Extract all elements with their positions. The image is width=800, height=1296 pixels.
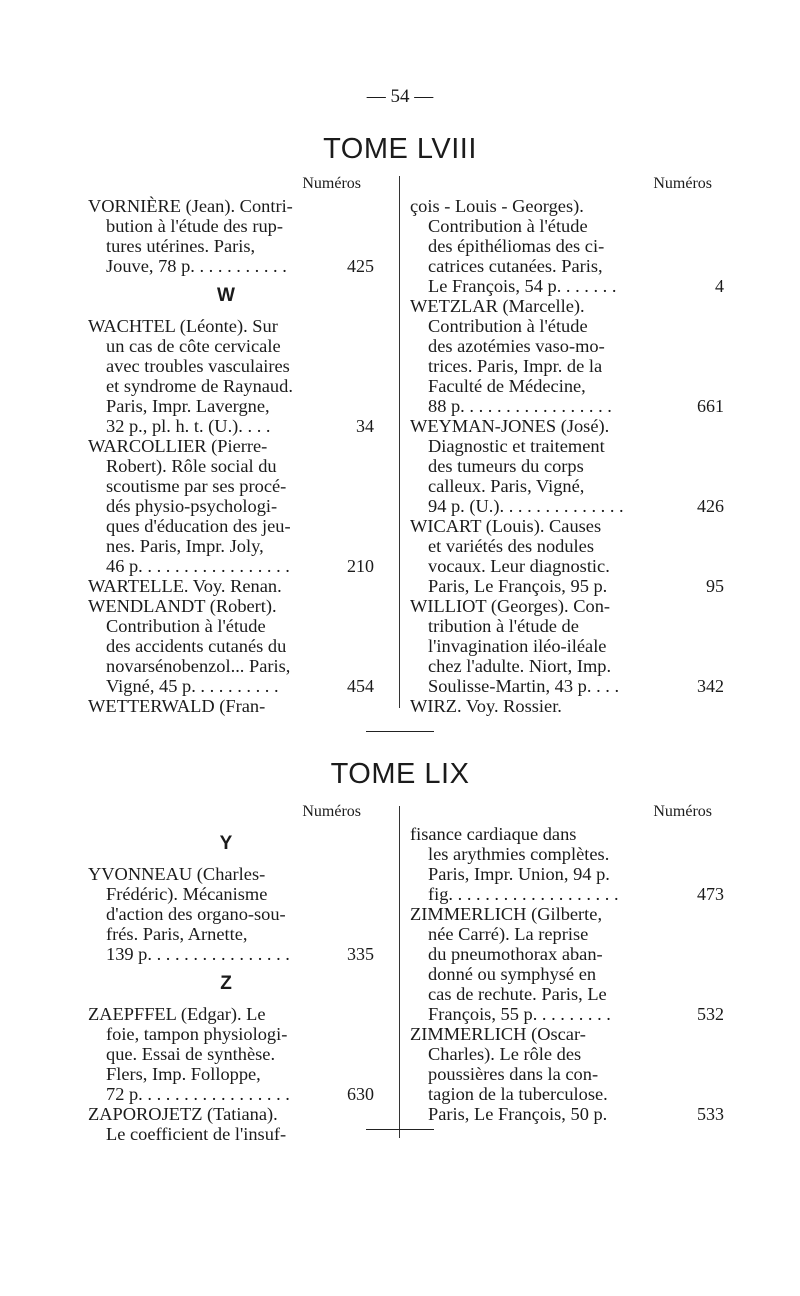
index-entry bbox=[88, 196, 374, 276]
entry-line: Vigné, 45 p. . . . . . . . . . bbox=[106, 676, 279, 696]
index-entry bbox=[410, 416, 724, 516]
entry-line: WARCOLLIER (Pierre- bbox=[88, 436, 268, 456]
entry-number: 4 bbox=[715, 276, 724, 296]
entry-line: WACHTEL (Léonte). Sur bbox=[88, 316, 278, 336]
entry-line: Paris, Impr. Lavergne, bbox=[106, 396, 270, 416]
entry-number: 454 bbox=[347, 676, 374, 696]
entry-line: Soulisse-Martin, 43 p. . . . bbox=[428, 676, 620, 696]
entry-line: WETZLAR (Marcelle). bbox=[410, 296, 585, 316]
entry-number: 661 bbox=[697, 396, 724, 416]
entry-line: et variétés des nodules bbox=[428, 536, 594, 556]
entry-line: YVONNEAU (Charles- bbox=[88, 864, 266, 884]
entry-line: Paris, Le François, 50 p. bbox=[428, 1104, 608, 1124]
entry-line: ZIMMERLICH (Oscar- bbox=[410, 1024, 586, 1044]
entry-line: 94 p. (U.). . . . . . . . . . . . . . bbox=[428, 496, 624, 516]
entry-line: fisance cardiaque dans bbox=[410, 824, 577, 844]
entry-line: WIRZ. Voy. Rossier. bbox=[410, 696, 562, 716]
entry-line: donné ou symphysé en bbox=[428, 964, 597, 984]
entry-number: 532 bbox=[697, 1004, 724, 1024]
section-letter: Z bbox=[220, 973, 232, 994]
entry-line: les arythmies complètes. bbox=[428, 844, 610, 864]
index-entry bbox=[410, 696, 712, 716]
entry-line: tagion de la tuberculose. bbox=[428, 1084, 608, 1104]
tome-title: TOME LIX bbox=[330, 758, 470, 790]
entry-line: 32 p., pl. h. t. (U.). . . . bbox=[106, 416, 271, 436]
index-entry bbox=[410, 824, 724, 904]
entry-line: ques d'éducation des jeu- bbox=[106, 516, 291, 536]
entry-line: Diagnostic et traitement bbox=[428, 436, 605, 456]
entry-line: cas de rechute. Paris, Le bbox=[428, 984, 607, 1004]
index-entry bbox=[88, 596, 374, 696]
entry-line: Contribution à l'étude bbox=[428, 216, 588, 236]
section-letter: Y bbox=[219, 833, 233, 854]
entry-number: 533 bbox=[697, 1104, 724, 1124]
entry-line: Faculté de Médecine, bbox=[428, 376, 586, 396]
horizontal-rule bbox=[366, 731, 434, 732]
entry-line: dés physio-psychologi- bbox=[106, 496, 278, 516]
entry-number: 34 bbox=[356, 416, 374, 436]
entry-line: du pneumothorax aban- bbox=[428, 944, 603, 964]
entry-line: calleux. Paris, Vigné, bbox=[428, 476, 585, 496]
numeros-header: Numéros bbox=[302, 803, 361, 820]
entry-line: ZAEPFFEL (Edgar). Le bbox=[88, 1004, 266, 1024]
page-number: — 54 — bbox=[366, 86, 434, 107]
entry-line: Robert). Rôle social du bbox=[106, 456, 277, 476]
entry-line: frés. Paris, Arnette, bbox=[106, 924, 248, 944]
index-entry bbox=[410, 196, 724, 296]
entry-number: 210 bbox=[347, 556, 374, 576]
entry-line: trices. Paris, Impr. de la bbox=[428, 356, 603, 376]
index-entry bbox=[88, 696, 364, 716]
column-divider bbox=[399, 806, 400, 1138]
entry-line: VORNIÈRE (Jean). Contri- bbox=[88, 196, 293, 216]
entry-line: un cas de côte cervicale bbox=[106, 336, 281, 356]
entry-line: fig. . . . . . . . . . . . . . . . . . . bbox=[428, 884, 619, 904]
section-letter: W bbox=[217, 285, 235, 306]
entry-line: 139 p. . . . . . . . . . . . . . . . bbox=[106, 944, 290, 964]
entry-line: Frédéric). Mécanisme bbox=[106, 884, 268, 904]
entry-line: 88 p. . . . . . . . . . . . . . . . . bbox=[428, 396, 612, 416]
column-divider bbox=[399, 176, 400, 708]
entry-line: avec troubles vasculaires bbox=[106, 356, 290, 376]
index-entry bbox=[410, 516, 724, 596]
index-entry bbox=[88, 316, 374, 436]
entry-line: 46 p. . . . . . . . . . . . . . . . . bbox=[106, 556, 290, 576]
numeros-header: Numéros bbox=[302, 175, 361, 192]
index-entry bbox=[88, 1104, 364, 1144]
entry-line: des accidents cutanés du bbox=[106, 636, 287, 656]
entry-line: Contribution à l'étude bbox=[106, 616, 266, 636]
entry-line: et syndrome de Raynaud. bbox=[106, 376, 293, 396]
entry-number: 95 bbox=[706, 576, 724, 596]
index-entry bbox=[88, 436, 374, 576]
entry-line: WARTELLE. Voy. Renan. bbox=[88, 576, 282, 596]
entry-line: vocaux. Leur diagnostic. bbox=[428, 556, 610, 576]
entry-line: Le François, 54 p. . . . . . . bbox=[428, 276, 617, 296]
entry-number: 473 bbox=[697, 884, 724, 904]
index-entry bbox=[410, 596, 724, 696]
entry-line: Contribution à l'étude bbox=[428, 316, 588, 336]
entry-line: Le coefficient de l'insuf- bbox=[106, 1124, 287, 1144]
entry-line: Flers, Imp. Folloppe, bbox=[106, 1064, 261, 1084]
entry-line: ZAPOROJETZ (Tatiana). bbox=[88, 1104, 278, 1124]
entry-line: François, 55 p. . . . . . . . . bbox=[428, 1004, 611, 1024]
entry-line: WILLIOT (Georges). Con- bbox=[410, 596, 611, 616]
right-column bbox=[410, 800, 724, 1124]
index-entry bbox=[410, 296, 724, 416]
entry-line: WICART (Louis). Causes bbox=[410, 516, 602, 536]
entry-number: 342 bbox=[697, 676, 724, 696]
entry-line: Paris, Impr. Union, 94 p. bbox=[428, 864, 610, 884]
entry-number: 335 bbox=[347, 944, 374, 964]
entry-line: çois - Louis - Georges). bbox=[410, 196, 584, 216]
entry-line: l'invagination iléo-iléale bbox=[428, 636, 607, 656]
entry-line: Charles). Le rôle des bbox=[428, 1044, 582, 1064]
entry-number: 630 bbox=[347, 1084, 374, 1104]
numeros-header: Numéros bbox=[653, 803, 712, 820]
entry-line: chez l'adulte. Niort, Imp. bbox=[428, 656, 612, 676]
entry-line: bution à l'étude des rup- bbox=[106, 216, 283, 236]
index-entry bbox=[410, 1024, 724, 1124]
entry-line: nes. Paris, Impr. Joly, bbox=[106, 536, 264, 556]
index-entry bbox=[410, 904, 724, 1024]
numeros-header: Numéros bbox=[653, 175, 712, 192]
entry-line: tures utérines. Paris, bbox=[106, 236, 256, 256]
right-column bbox=[410, 172, 724, 716]
index-entry bbox=[88, 864, 374, 964]
entry-line: tribution à l'étude de bbox=[428, 616, 579, 636]
entry-line: ZIMMERLICH (Gilberte, bbox=[410, 904, 603, 924]
entry-line: WEYMAN-JONES (José). bbox=[410, 416, 610, 436]
entry-number: 425 bbox=[347, 256, 374, 276]
entry-line: d'action des organo-sou- bbox=[106, 904, 286, 924]
entry-line: poussières dans la con- bbox=[428, 1064, 599, 1084]
tome-title: TOME LVIII bbox=[323, 133, 477, 165]
entry-line: née Carré). La reprise bbox=[428, 924, 589, 944]
entry-line: scoutisme par ses procé- bbox=[106, 476, 287, 496]
entry-line: des azotémies vaso-mo- bbox=[428, 336, 605, 356]
entry-line: des épithéliomas des ci- bbox=[428, 236, 605, 256]
entry-line: foie, tampon physiologi- bbox=[106, 1024, 288, 1044]
entry-line: Paris, Le François, 95 p. bbox=[428, 576, 608, 596]
entry-line: Jouve, 78 p. . . . . . . . . . . bbox=[106, 256, 287, 276]
entry-number: 426 bbox=[697, 496, 724, 516]
index-entry bbox=[88, 576, 364, 596]
index-entry bbox=[88, 1004, 374, 1104]
entry-line: catrices cutanées. Paris, bbox=[428, 256, 603, 276]
left-column bbox=[88, 800, 374, 1144]
entry-line: novarsénobenzol... Paris, bbox=[106, 656, 291, 676]
entry-line: WENDLANDT (Robert). bbox=[88, 596, 277, 616]
entry-line: WETTERWALD (Fran- bbox=[88, 696, 266, 716]
entry-line: des tumeurs du corps bbox=[428, 456, 584, 476]
entry-line: que. Essai de synthèse. bbox=[106, 1044, 276, 1064]
entry-line: 72 p. . . . . . . . . . . . . . . . . bbox=[106, 1084, 290, 1104]
left-column bbox=[88, 172, 374, 716]
horizontal-rule bbox=[366, 1129, 434, 1130]
